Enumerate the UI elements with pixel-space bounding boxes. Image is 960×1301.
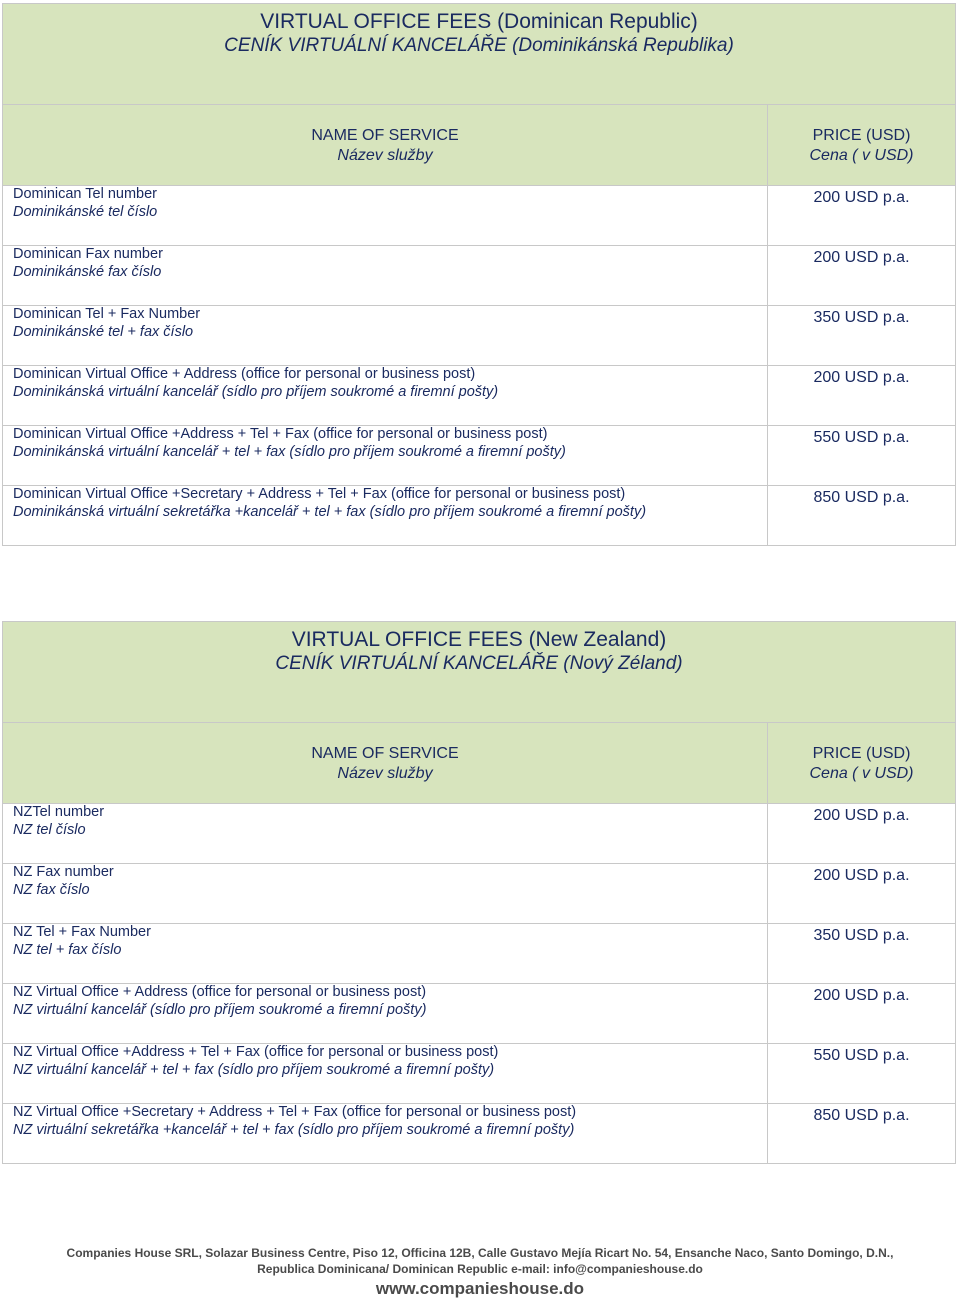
- service-name-en: Dominican Fax number: [13, 246, 163, 262]
- service-name-en: NZ Virtual Office +Address + Tel + Fax (office for personal or business post): [13, 1044, 499, 1060]
- service-name-en: Dominican Tel + Fax Number: [13, 306, 201, 322]
- title-cz: CENÍK VIRTUÁLNÍ KANCELÁŘE (Nový Zéland): [275, 653, 683, 674]
- fees-table-new-zealand: [2, 621, 956, 1164]
- service-name-en: Dominican Virtual Office + Address (office for personal or business post): [13, 366, 476, 382]
- service-name-cz: Dominikánská virtuální kancelář (sídlo pro příjem soukromé a firemní pošty): [13, 384, 499, 400]
- service-cell: [3, 924, 768, 983]
- price-cell: 200 USD p.a.: [813, 987, 910, 1004]
- service-cell: [3, 426, 768, 485]
- service-name-en: Dominican Virtual Office +Address + Tel + Fax (office for personal or business post): [13, 426, 548, 442]
- service-name-cz: NZ virtuální kancelář + tel + fax (sídlo pro příjem soukromé a firemní pošty): [13, 1062, 495, 1078]
- footer-address: Companies House SRL, Solazar Business Centre, Piso 12, Officina 12B, Calle Gustavo Mejía Ricart No. 54, Ensanche Naco, Santo Domingo, D.N.,: [66, 1246, 894, 1260]
- service-name-cz: Dominikánské tel číslo: [13, 204, 158, 220]
- service-name-cz: Dominikánské tel + fax číslo: [13, 324, 194, 340]
- title-en: VIRTUAL OFFICE FEES (Dominican Republic): [260, 10, 698, 33]
- table-row: [3, 984, 955, 1044]
- table-row: [3, 486, 955, 545]
- service-name-en: NZTel number: [13, 804, 105, 820]
- title-en: VIRTUAL OFFICE FEES (New Zealand): [291, 628, 667, 651]
- service-name-cz: NZ tel číslo: [13, 822, 86, 838]
- price-cell: 350 USD p.a.: [813, 927, 910, 944]
- table-header: [3, 105, 955, 186]
- header-name-en: NAME OF SERVICE: [311, 745, 459, 762]
- service-name-en: Dominican Tel number: [13, 186, 157, 202]
- service-cell: [3, 306, 768, 365]
- service-cell: [3, 864, 768, 923]
- service-cell: [3, 804, 768, 863]
- header-price-cz: Cena ( v USD): [809, 765, 914, 782]
- table-row: [3, 426, 955, 486]
- title-cz: CENÍK VIRTUÁLNÍ KANCELÁŘE (Dominikánská Republika): [224, 35, 734, 56]
- service-name-cz: Dominikánská virtuální sekretářka +kancelář + tel + fax (sídlo pro příjem soukromé a firemní pošty): [13, 504, 647, 520]
- footer-website-link[interactable]: www.companieshouse.do: [375, 1279, 585, 1298]
- price-cell: 200 USD p.a.: [813, 249, 910, 266]
- header-price-en: PRICE (USD): [812, 745, 911, 762]
- service-name-cz: NZ virtuální kancelář (sídlo pro příjem soukromé a firemní pošty): [13, 1002, 427, 1018]
- header-name-of-service: [3, 723, 768, 803]
- header-name-of-service: [3, 105, 768, 185]
- fees-table-dominican: [2, 3, 956, 546]
- price-cell: 200 USD p.a.: [813, 867, 910, 884]
- table-title: [3, 622, 955, 723]
- price-cell: 200 USD p.a.: [813, 189, 910, 206]
- service-cell: [3, 1044, 768, 1103]
- service-name-en: NZ Virtual Office + Address (office for personal or business post): [13, 984, 427, 1000]
- header-price-cz: Cena ( v USD): [809, 147, 914, 164]
- price-cell: 200 USD p.a.: [813, 807, 910, 824]
- table-row: [3, 1044, 955, 1104]
- table-row: [3, 1104, 955, 1163]
- header-name-en: NAME OF SERVICE: [311, 127, 459, 144]
- price-cell: 550 USD p.a.: [813, 429, 910, 446]
- service-cell: [3, 984, 768, 1043]
- footer-contact[interactable]: Republica Dominicana/ Dominican Republic e-mail: info@companieshouse.do: [257, 1262, 703, 1276]
- service-name-en: Dominican Virtual Office +Secretary + Address + Tel + Fax (office for personal or business post): [13, 486, 626, 502]
- table-row: [3, 864, 955, 924]
- header-price: [768, 723, 955, 803]
- table-row: [3, 804, 955, 864]
- service-name-en: NZ Tel + Fax Number: [13, 924, 151, 940]
- service-name-cz: NZ virtuální sekretářka +kancelář + tel + fax (sídlo pro příjem soukromé a firemní pošty): [13, 1122, 575, 1138]
- service-cell: [3, 1104, 768, 1163]
- table-row: [3, 366, 955, 426]
- service-name-cz: Dominikánské fax číslo: [13, 264, 162, 280]
- service-name-en: NZ Fax number: [13, 864, 114, 880]
- service-cell: [3, 486, 768, 545]
- table-title: [3, 4, 955, 105]
- table-row: [3, 924, 955, 984]
- price-cell: 850 USD p.a.: [813, 1107, 910, 1124]
- service-cell: [3, 366, 768, 425]
- header-name-cz: Název služby: [337, 765, 433, 782]
- table-header: [3, 723, 955, 804]
- price-cell: 550 USD p.a.: [813, 1047, 910, 1064]
- table-row: [3, 306, 955, 366]
- service-cell: [3, 186, 768, 245]
- service-name-en: NZ Virtual Office +Secretary + Address + Tel + Fax (office for personal or business post): [13, 1104, 577, 1120]
- header-price: [768, 105, 955, 185]
- table-row: [3, 186, 955, 246]
- price-cell: 200 USD p.a.: [813, 369, 910, 386]
- price-cell: 850 USD p.a.: [813, 489, 910, 506]
- header-price-en: PRICE (USD): [812, 127, 911, 144]
- service-name-cz: NZ fax číslo: [13, 882, 90, 898]
- header-name-cz: Název služby: [337, 147, 433, 164]
- service-name-cz: Dominikánská virtuální kancelář + tel + fax (sídlo pro příjem soukromé a firemní pošty): [13, 444, 566, 460]
- table-row: [3, 246, 955, 306]
- price-cell: 350 USD p.a.: [813, 309, 910, 326]
- service-name-cz: NZ tel + fax číslo: [13, 942, 122, 958]
- service-cell: [3, 246, 768, 305]
